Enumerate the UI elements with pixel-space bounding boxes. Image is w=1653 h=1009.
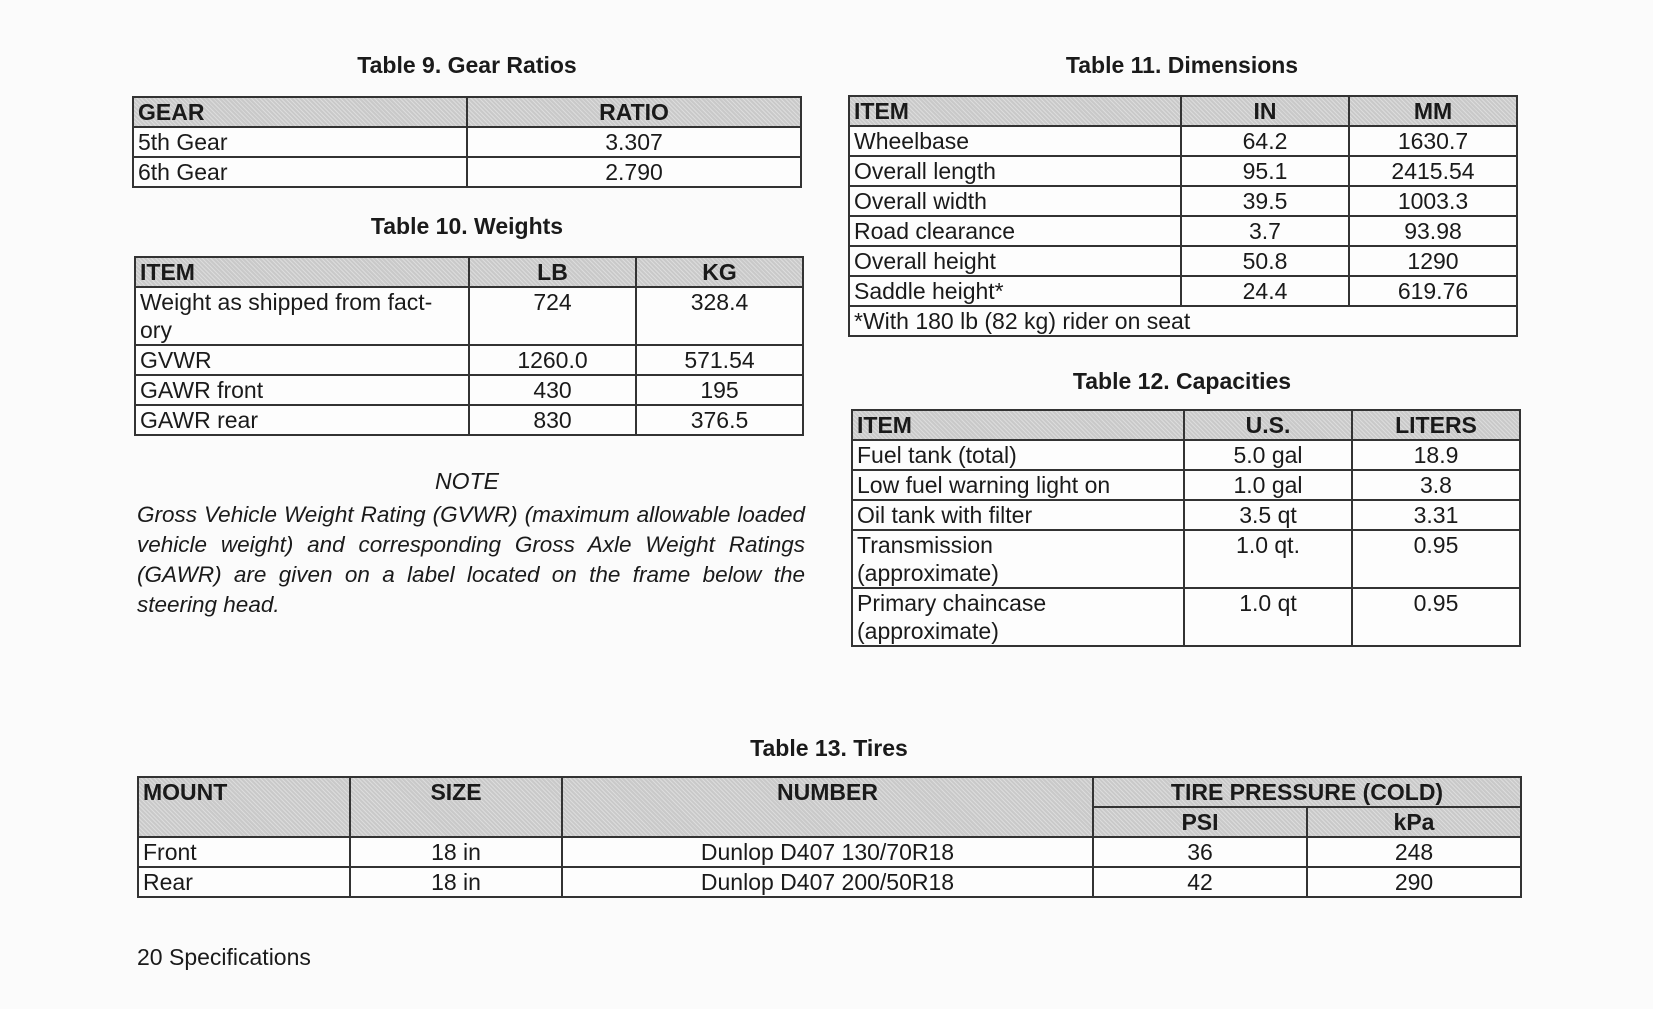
table-row [135,345,803,375]
table-12-capacities [851,409,1521,647]
table-row [849,186,1517,216]
table-cell: 24.4 [1181,276,1349,306]
table-cell: Front [138,837,350,867]
table-header-row [849,96,1517,126]
table-cell: 290 [1307,867,1521,897]
table-row [138,837,1521,867]
table-cell: Road clearance [849,216,1181,246]
table-cell: 328.4 [636,287,803,345]
page-footer: 20 Specifications [137,944,311,970]
table-row [852,588,1520,646]
header-cell: IN [1181,96,1349,126]
note-title: NOTE [435,468,499,494]
table-cell: 93.98 [1349,216,1517,246]
table-cell: Weight as shipped from fact- ory [135,287,469,345]
table-cell: 1.0 gal [1184,470,1352,500]
table-row [852,500,1520,530]
table-row [852,440,1520,470]
table-row [849,276,1517,306]
table-cell: 50.8 [1181,246,1349,276]
table-cell: 5th Gear [133,127,467,157]
table-cell: 64.2 [1181,126,1349,156]
header-cell: LB [469,257,636,287]
table-cell: 1290 [1349,246,1517,276]
table-cell: Overall length [849,156,1181,186]
table-13-caption: Table 13. Tires [750,735,908,761]
table-cell: 1630.7 [1349,126,1517,156]
table-row [849,126,1517,156]
table-cell: 3.8 [1352,470,1520,500]
table-cell: 18.9 [1352,440,1520,470]
table-13-tires [137,776,1522,898]
table-cell: 195 [636,375,803,405]
table-row [135,405,803,435]
table-cell: 430 [469,375,636,405]
header-cell: KG [636,257,803,287]
table-cell: Low fuel warning light on [852,470,1184,500]
note-body: Gross Vehicle Weight Rating (GVWR) (maximum allowable loaded vehicle weight) and corresponding Gross Axle Weight Ratings (GAWR) are given on a label located on the frame below the steering head. [137,502,805,617]
table-10-weights [134,256,804,436]
table-header-row [138,777,1521,807]
table-cell: Oil tank with filter [852,500,1184,530]
table-9-caption: Table 9. Gear Ratios [357,52,577,78]
table-cell: 42 [1093,867,1307,897]
table-cell: Saddle height* [849,276,1181,306]
table-11-dimensions [848,95,1518,337]
table-cell: 18 in [350,867,562,897]
header-cell: SIZE [350,777,562,837]
table-cell: 95.1 [1181,156,1349,186]
table-cell: GAWR front [135,375,469,405]
table-cell: Fuel tank (total) [852,440,1184,470]
table-cell: 1003.3 [1349,186,1517,216]
header-cell: ITEM [849,96,1181,126]
table-cell: 830 [469,405,636,435]
table-row [849,216,1517,246]
table-row [849,246,1517,276]
table-row [135,287,803,345]
table-cell: 619.76 [1349,276,1517,306]
header-cell: GEAR [133,97,467,127]
table-cell: 0.95 [1352,530,1520,588]
header-cell: ITEM [135,257,469,287]
table-cell: 571.54 [636,345,803,375]
table-cell: 1.0 qt. [1184,530,1352,588]
table-cell: 2.790 [467,157,801,187]
table-cell: Dunlop D407 130/70R18 [562,837,1093,867]
header-cell: ITEM [852,410,1184,440]
table-footnote-row [849,306,1517,336]
table-header-row [135,257,803,287]
table-cell: 3.307 [467,127,801,157]
table-cell: Overall height [849,246,1181,276]
table-cell: Transmission (approximate) [852,530,1184,588]
table-cell: 39.5 [1181,186,1349,216]
header-cell: TIRE PRESSURE (COLD) [1093,777,1521,807]
table-cell: 1260.0 [469,345,636,375]
table-cell: 6th Gear [133,157,467,187]
header-cell: MM [1349,96,1517,126]
table-cell: 3.7 [1181,216,1349,246]
table-cell: Wheelbase [849,126,1181,156]
table-cell: 3.31 [1352,500,1520,530]
table-row [133,157,801,187]
table-cell: GVWR [135,345,469,375]
header-cell: NUMBER [562,777,1093,837]
table-cell: 724 [469,287,636,345]
table-row [138,867,1521,897]
table-12-caption: Table 12. Capacities [1072,368,1292,394]
table-10-caption: Table 10. Weights [370,213,564,239]
table-cell: 18 in [350,837,562,867]
table-9-gear-ratios [132,96,802,188]
table-cell: 376.5 [636,405,803,435]
header-cell: RATIO [467,97,801,127]
table-row [133,127,801,157]
header-cell: MOUNT [138,777,350,837]
table-cell: 248 [1307,837,1521,867]
table-row [135,375,803,405]
table-cell: Overall width [849,186,1181,216]
table-cell: Rear [138,867,350,897]
header-cell: U.S. [1184,410,1352,440]
table-cell: 3.5 qt [1184,500,1352,530]
table-cell: 36 [1093,837,1307,867]
table-header-row [852,410,1520,440]
table-header-row [133,97,801,127]
header-cell: LITERS [1352,410,1520,440]
table-cell: 0.95 [1352,588,1520,646]
table-cell: GAWR rear [135,405,469,435]
table-cell: Dunlop D407 200/50R18 [562,867,1093,897]
table-cell: 2415.54 [1349,156,1517,186]
table-11-caption: Table 11. Dimensions [1065,52,1299,78]
header-cell: PSI [1093,807,1307,837]
table-row [852,530,1520,588]
header-cell: kPa [1307,807,1521,837]
table-row [849,156,1517,186]
table-cell: 5.0 gal [1184,440,1352,470]
table-row [852,470,1520,500]
table-cell: 1.0 qt [1184,588,1352,646]
table-footnote: *With 180 lb (82 kg) rider on seat [849,306,1517,336]
table-cell: Primary chaincase (approximate) [852,588,1184,646]
